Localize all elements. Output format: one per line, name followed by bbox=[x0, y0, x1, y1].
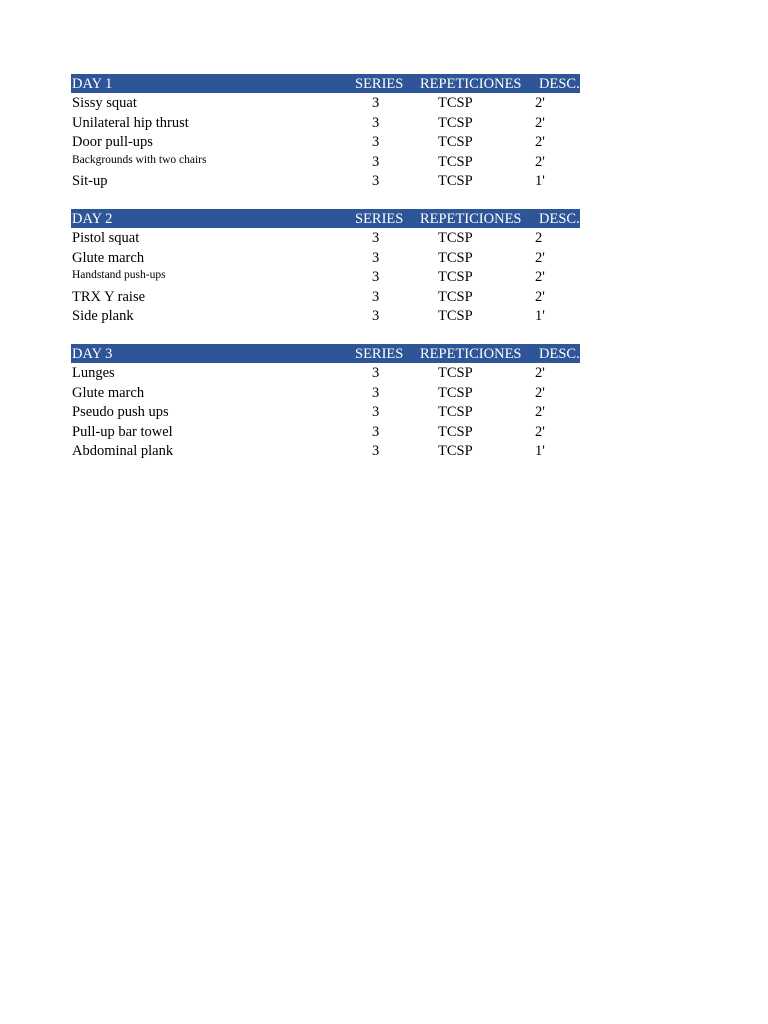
exercise-name: Handstand push-ups bbox=[72, 269, 166, 282]
table-row bbox=[71, 383, 580, 403]
series-value: 3 bbox=[372, 404, 380, 421]
reps-value: TCSP bbox=[438, 95, 473, 111]
desc-value: 2' bbox=[535, 95, 545, 111]
series-value: 3 bbox=[372, 173, 380, 190]
reps-value: TCSP bbox=[438, 404, 473, 421]
desc-value: 2' bbox=[535, 384, 545, 401]
reps-value: TCSP bbox=[438, 134, 473, 151]
desc-value: 1' bbox=[535, 173, 545, 190]
exercise-name: Pseudo push ups bbox=[72, 404, 169, 421]
reps-header: REPETICIONES bbox=[420, 345, 522, 362]
table-row bbox=[71, 152, 580, 172]
exercise-name: TRX Y raise bbox=[72, 288, 146, 305]
exercise-name: Backgrounds with two chairs bbox=[72, 153, 207, 166]
exercise-name: Pull-up bar towel bbox=[72, 423, 173, 440]
exercise-name: Door pull-ups bbox=[72, 134, 153, 151]
desc-value: 1' bbox=[535, 443, 545, 460]
series-value: 3 bbox=[372, 443, 380, 460]
desc-value: 2' bbox=[535, 249, 545, 266]
exercise-name: Glute march bbox=[72, 384, 145, 401]
reps-value: TCSP bbox=[438, 308, 473, 325]
table-row bbox=[71, 171, 580, 191]
reps-value: TCSP bbox=[438, 229, 473, 246]
series-value: 3 bbox=[372, 95, 380, 111]
day-3-header bbox=[71, 344, 580, 363]
series-value: 3 bbox=[372, 423, 380, 440]
day-1-header bbox=[71, 74, 580, 93]
day-3-block bbox=[71, 344, 580, 461]
series-value: 3 bbox=[372, 153, 380, 170]
table-row bbox=[71, 93, 580, 113]
table-row bbox=[71, 441, 580, 461]
reps-value: TCSP bbox=[438, 249, 473, 266]
reps-value: TCSP bbox=[438, 423, 473, 440]
exercise-name: Sissy squat bbox=[72, 95, 137, 111]
exercise-name: Glute march bbox=[72, 249, 145, 266]
series-value: 3 bbox=[372, 308, 380, 325]
table-row bbox=[71, 287, 580, 307]
day-2-header bbox=[71, 209, 580, 228]
reps-value: TCSP bbox=[438, 114, 473, 131]
exercise-name: Lunges bbox=[72, 364, 115, 381]
series-value: 3 bbox=[372, 249, 380, 266]
exercise-name: Side plank bbox=[72, 308, 134, 325]
reps-value: TCSP bbox=[438, 443, 473, 460]
table-row bbox=[71, 402, 580, 422]
series-value: 3 bbox=[372, 269, 380, 286]
exercise-name: Pistol squat bbox=[72, 229, 140, 246]
series-header: SERIES bbox=[355, 345, 404, 362]
desc-value: 1' bbox=[535, 308, 545, 325]
series-value: 3 bbox=[372, 364, 380, 381]
exercise-name: Sit-up bbox=[72, 173, 108, 190]
series-value: 3 bbox=[372, 288, 380, 305]
desc-header: DESC. bbox=[539, 345, 580, 362]
day-title: DAY 1 bbox=[72, 76, 113, 92]
table-row bbox=[71, 267, 580, 287]
day-2-block bbox=[71, 209, 580, 326]
series-value: 3 bbox=[372, 134, 380, 151]
series-value: 3 bbox=[372, 229, 380, 246]
table-row bbox=[71, 422, 580, 442]
desc-header: DESC. bbox=[539, 76, 580, 92]
reps-header: REPETICIONES bbox=[420, 76, 522, 92]
desc-value: 2' bbox=[535, 364, 545, 381]
series-value: 3 bbox=[372, 384, 380, 401]
reps-value: TCSP bbox=[438, 384, 473, 401]
reps-header: REPETICIONES bbox=[420, 210, 522, 227]
table-row bbox=[71, 228, 580, 248]
table-row bbox=[71, 113, 580, 133]
series-header: SERIES bbox=[355, 76, 404, 92]
day-title: DAY 2 bbox=[72, 210, 113, 227]
day-1-block bbox=[71, 74, 580, 191]
reps-value: TCSP bbox=[438, 153, 473, 170]
series-value: 3 bbox=[372, 114, 380, 131]
workout-sheet bbox=[71, 74, 580, 479]
day-title: DAY 3 bbox=[72, 345, 113, 362]
desc-value: 2' bbox=[535, 153, 545, 170]
exercise-name: Abdominal plank bbox=[72, 443, 174, 460]
table-row bbox=[71, 306, 580, 326]
exercise-name: Unilateral hip thrust bbox=[72, 114, 189, 131]
desc-value: 2' bbox=[535, 288, 545, 305]
desc-value: 2 bbox=[535, 229, 543, 246]
desc-header: DESC. bbox=[539, 210, 580, 227]
desc-value: 2' bbox=[535, 269, 545, 286]
desc-value: 2' bbox=[535, 114, 545, 131]
desc-value: 2' bbox=[535, 404, 545, 421]
series-header: SERIES bbox=[355, 210, 404, 227]
desc-value: 2' bbox=[535, 423, 545, 440]
reps-value: TCSP bbox=[438, 288, 473, 305]
reps-value: TCSP bbox=[438, 173, 473, 190]
reps-value: TCSP bbox=[438, 269, 473, 286]
table-row bbox=[71, 363, 580, 383]
desc-value: 2' bbox=[535, 134, 545, 151]
reps-value: TCSP bbox=[438, 364, 473, 381]
